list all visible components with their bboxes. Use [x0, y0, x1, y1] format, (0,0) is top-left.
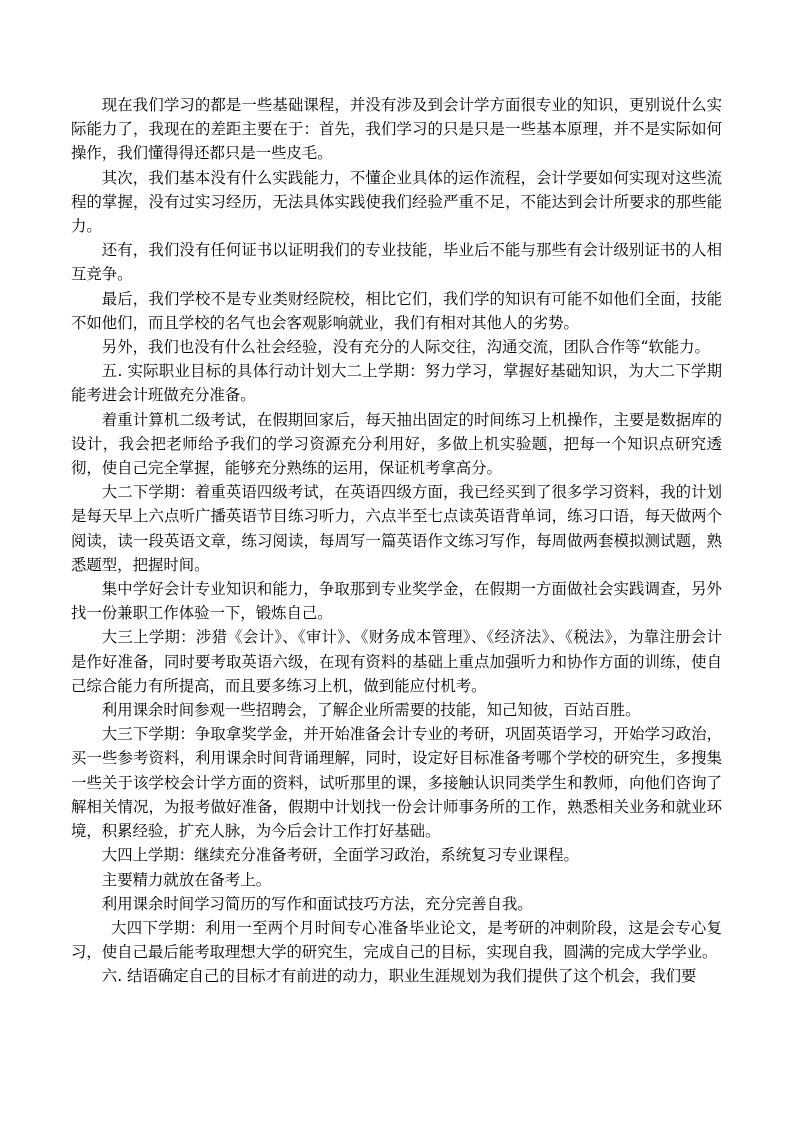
paragraph-job-fairs: 利用课余时间参观一些招聘会，了解企业所需要的技能，知己知彼，百站百胜。 — [101, 701, 641, 720]
paragraph-senior-spring: 大四下学期：利用一至两个月时间专心准备毕业论文，是考研的冲刺阶段，这是会专心复习，使自己最后能考取理想大学的研究生，完成自己的目标，实现自我，圆满的完成大学学业。 — [71, 918, 722, 962]
paragraph-main-energy: 主要精力就放在备考上。 — [101, 870, 272, 889]
section-six-heading: 六. 结语确定自己的目标才有前进的动力，职业生涯规划为我们提供了这个机会，我们要 — [101, 967, 697, 986]
paragraph-certificates: 还有，我们没有任何证书以证明我们的专业技能，毕业后不能与那些有会计级别证书的人相互竞争。 — [71, 241, 722, 284]
section-five-heading: 五. 实际职业目标的具体行动计划大二上学期：努力学习，掌握好基础知识，为大二下学期能考进会计班做充分准备。 — [71, 362, 722, 405]
paragraph-accounting-focus: 集中学好会计专业知识和能力，争取那到专业奖学金，在假期一方面做社会实践调查，另外找一份兼职工作体验一下，锻炼自己。 — [71, 580, 722, 623]
document-body — [71, 93, 722, 989]
paragraph-current-courses: 现在我们学习的都是一些基础课程，并没有涉及到会计学方面很专业的知识，更别说什么实际能力了，我现在的差距主要在于：首先，我们学习的只是只是一些基本原理，并不是实际如何操作，我们懂得得还都只是一些皮毛。 — [71, 96, 722, 163]
paragraph-junior-spring: 大三下学期：争取拿奖学金，并开始准备会计专业的考研，巩固英语学习，开始学习政治，买一些参考资料，利用课余时间背诵理解，同时，设定好目标准备考哪个学校的研究生，多搜集一些关于该学校会计学方面的资料，试听那里的课，多接触认识同类学生和教师，向他们咨询了解相关情况，为报考做好准备，假期中计划找一份会计师事务所的工作，熟悉相关业务和就业环境，积累经验，扩充人脉，为今后会计工作打好基础。 — [71, 725, 722, 841]
paragraph-social-experience: 另外，我们也没有什么社会经验，没有充分的人际交往，沟通交流，团队合作等“软能力。 — [101, 338, 710, 357]
paragraph-school-disadvantage: 最后，我们学校不是专业类财经院校，相比它们，我们学的知识有可能不如他们全面，技能不如他们，而且学校的名气也会客观影响就业，我们有相对其他人的劣势。 — [71, 289, 722, 332]
paragraph-sophomore-spring: 大二下学期：着重英语四级考试，在英语四级方面，我已经买到了很多学习资料，我的计划是每天早上六点听广播英语节目练习听力，六点半至七点读英语背单词，练习口语，每天做两个阅读，读一段英语文章，练习阅读，每周写一篇英语作文练习写作，每周做两套模拟测试题，熟悉题型，把握时间。 — [71, 483, 722, 574]
paragraph-computer-exam: 着重计算机二级考试，在假期回家后，每天抽出固定的时间练习上机操作，主要是数据库的设计，我会把老师给予我们的学习资源充分利用好，多做上机实验题，把每一个知识点研究透彻，使自己完全掌握，能够充分熟练的运用，保证机考拿高分。 — [71, 410, 722, 478]
paragraph-senior-fall: 大四上学期：继续充分准备考研，全面学习政治，系统复习专业课程。 — [101, 846, 579, 865]
paragraph-practice-ability: 其次，我们基本没有什么实践能力，不懂企业具体的运作流程，会计学要如何实现对这些流程的掌握，没有过实习经历，无法具体实践使我们经验严重不足，不能达到会计所要求的那些能力。 — [71, 168, 722, 236]
paragraph-resume-skills: 利用课余时间学习简历的写作和面试技巧方法，充分完善自我。 — [101, 894, 533, 913]
paragraph-junior-fall: 大三上学期：涉猎《会计》、《审计》、《财务成本管理》、《经济法》、《税法》，为靠注册会计是作好准备，同时要考取英语六级，在现有资料的基础上重点加强听力和协作方面的训练，使自己综合能力有所提高，而且要多练习上机，做到能应付机考。 — [71, 628, 722, 695]
